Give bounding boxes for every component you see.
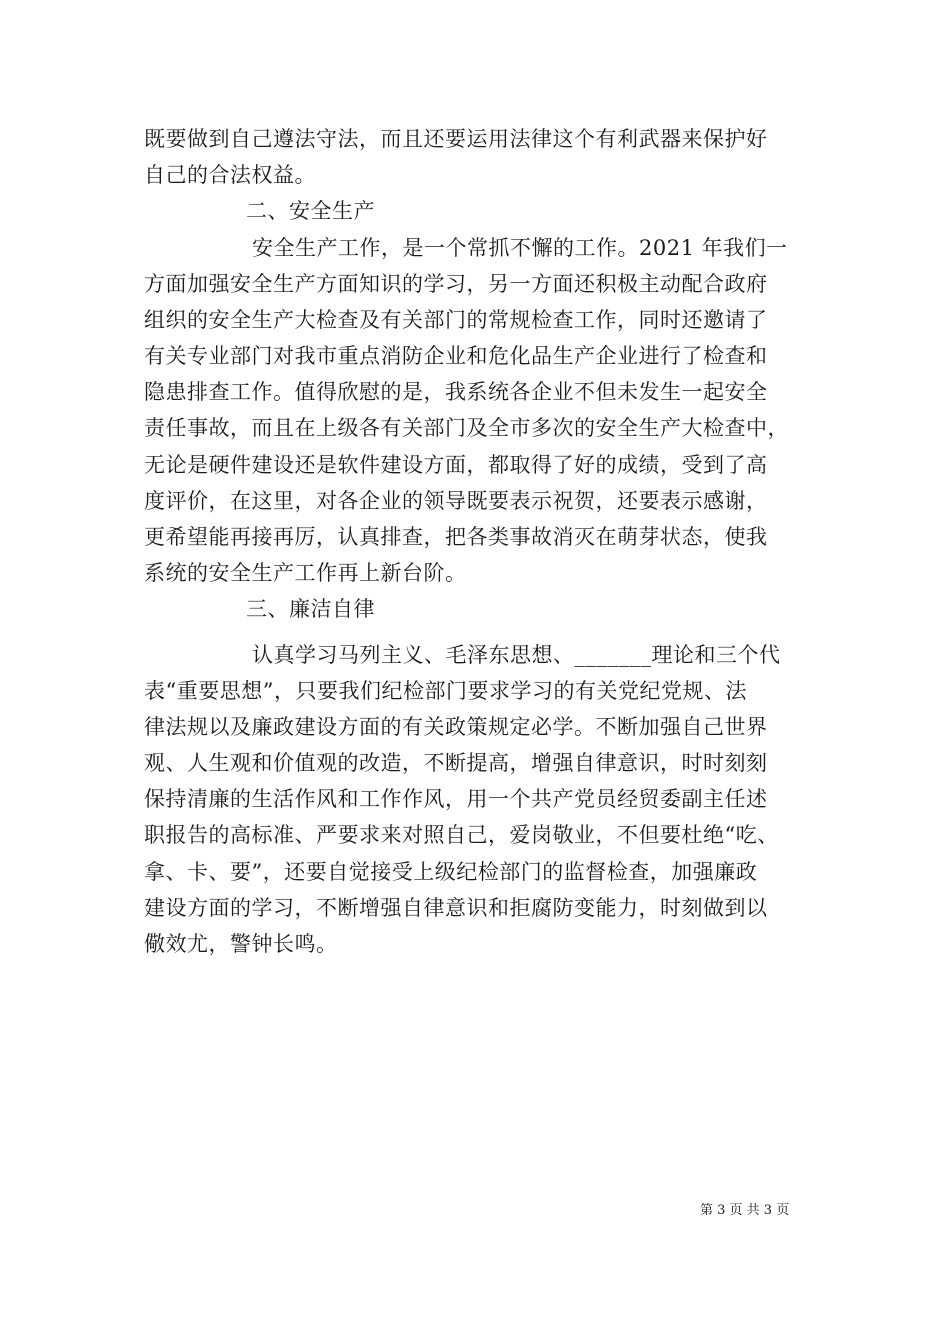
body-text-line: 更希望能再接再厉，认真排查，把各类事故消灭在萌芽状态，使我	[144, 525, 768, 549]
body-text-line: 表“重要思想”，只要我们纪检部门要求学习的有关党纪党规、法	[144, 679, 747, 703]
body-text-line: 系统的安全生产工作再上新台阶。	[144, 561, 467, 585]
body-text-line: 组织的安全生产大检查及有关部门的常规检查工作，同时还邀请了	[144, 308, 768, 332]
body-text-line: 认真学习马列主义、毛泽东思想、_______理论和三个代	[252, 643, 781, 667]
body-text-line: 既要做到自己遵法守法，而且还要运用法律这个有利武器来保护好	[144, 127, 768, 151]
body-text-line: 隐患排查工作。值得欣慰的是，我系统各企业不但未发生一起安全	[144, 380, 768, 404]
body-text-line: 责任事故，而且在上级各有关部门及全市多次的安全生产大检查中，	[144, 416, 789, 440]
section-heading-integrity: 三、廉洁自律	[246, 597, 375, 621]
body-text-line: 方面加强安全生产方面知识的学习，另一方面还积极主动配合政府	[144, 272, 768, 296]
body-text-line: 职报告的高标准、严要求来对照自己，爱岗敬业，不但要杜绝“吃、	[144, 823, 779, 847]
body-text-line: 儆效尤，警钟长鸣。	[144, 932, 338, 956]
body-text-line: 建设方面的学习，不断增强自律意识和拒腐防变能力，时刻做到以	[144, 896, 768, 920]
body-text-line: 无论是硬件建设还是软件建设方面，都取得了好的成绩，受到了高	[144, 453, 768, 477]
body-text-line: 安全生产工作，是一个常抓不懈的工作。2021 年我们一	[252, 236, 788, 260]
page-number-footer: 第 3 页 共 3 页	[700, 1203, 790, 1218]
body-text-line: 有关专业部门对我市重点消防企业和危化品生产企业进行了检查和	[144, 344, 768, 368]
body-text-line: 自己的合法权益。	[144, 163, 316, 187]
section-heading-safety: 二、安全生产	[246, 199, 375, 223]
body-text-line: 观、人生观和价值观的改造，不断提高，增强自律意识，时时刻刻	[144, 751, 768, 775]
body-text-line: 度评价，在这里，对各企业的领导既要表示祝贺，还要表示感谢，	[144, 489, 768, 513]
body-text-line: 保持清廉的生活作风和工作作风，用一个共产党员经贸委副主任述	[144, 787, 768, 811]
body-text-line: 拿、卡、要”，还要自觉接受上级纪检部门的监督检查，加强廉政	[144, 860, 758, 884]
body-text-line: 律法规以及廉政建设方面的有关政策规定必学。不断加强自己世界	[144, 715, 768, 739]
